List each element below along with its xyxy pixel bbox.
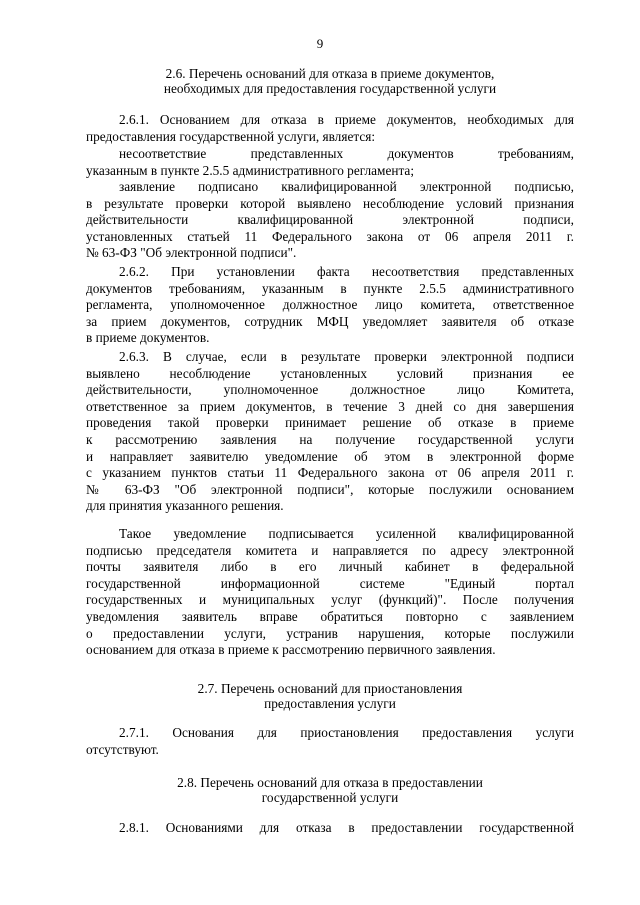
heading-line: государственной услуги	[261, 790, 399, 805]
paragraph-2-6-1	[86, 112, 574, 145]
text-line: действительности, уполномоченное должностное лицо Комитета,	[86, 382, 574, 398]
text-line: выявлено несоблюдение установленных условий признания ее	[86, 365, 574, 381]
text-line: за прием документов, сотрудник МФЦ уведомляет заявителя об отказе	[86, 313, 574, 329]
text-line: 2.6.2. При установлении факта несоответствия представленных	[119, 264, 574, 279]
text-line: предоставления государственной услуги, является:	[86, 128, 376, 144]
text-line: заявление подписано квалифицированной электронной подписью,	[119, 179, 574, 194]
text-line: 2.6.3. В случае, если в результате проверки электронной подписи	[119, 349, 574, 364]
text-line: действительности квалифицированной электронной подписи,	[86, 212, 574, 228]
heading-line: 2.6. Перечень оснований для отказа в приеме документов,	[165, 66, 495, 81]
text-line: № 63-ФЗ "Об электронной подписи", которые послужили основанием	[86, 481, 574, 497]
paragraph-2-7-1	[86, 725, 574, 758]
text-line: указанным в пункте 2.5.5 административного регламента;	[86, 162, 415, 178]
list-item-signature	[86, 179, 574, 262]
text-line: документов требованиям, указанным в пункте 2.5.5 административного	[86, 280, 574, 296]
text-line: 2.7.1. Основания для приостановления предоставления услуги	[119, 725, 574, 740]
text-line: подписью председателя комитета и направляется по адресу электронной	[86, 542, 574, 558]
text-line: о предоставлении услуги, устранив нарушения, которые послужили	[86, 625, 574, 641]
text-line: 2.8.1. Основаниями для отказа в предоставлении государственной	[119, 820, 574, 835]
text-line: установленных статьей 11 Федерального закона от 06 апреля 2011 г.	[86, 228, 574, 244]
text-line: государственных и муниципальных услуг (функций)". После получения	[86, 592, 574, 608]
text-line: № 63-ФЗ "Об электронной подписи".	[86, 245, 297, 261]
text-line: государственной информационной системе "Единый портал	[86, 575, 574, 591]
paragraph-2-6-3	[86, 349, 574, 515]
list-item-nonconformity	[86, 146, 574, 179]
text-line: Такое уведомление подписывается усиленной квалифицированной	[119, 526, 574, 541]
text-line: почты заявителя либо в его личный кабинет в федеральной	[86, 559, 574, 575]
text-line: ответственное за прием документов, в течение 3 дней со дня завершения	[86, 398, 574, 414]
heading-line: 2.7. Перечень оснований для приостановления	[197, 681, 463, 696]
text-line: и направляет заявителю уведомление об этом в электронной форме	[86, 448, 574, 464]
heading-line: 2.8. Перечень оснований для отказа в предоставлении	[177, 775, 483, 790]
text-line: к рассмотрению заявления на получение государственной услуги	[86, 431, 574, 447]
heading-line: необходимых для предоставления государственной услуги	[163, 81, 497, 96]
text-line: в приеме документов.	[86, 330, 210, 346]
heading-2-7	[86, 681, 574, 711]
text-line: проведения такой проверки принимает решение об отказе в приеме	[86, 415, 574, 431]
heading-line: предоставления услуги	[264, 696, 396, 711]
text-line: в результате проверки которой выявлено несоблюдение условий признания	[86, 195, 574, 211]
text-line: отсутствуют.	[86, 741, 159, 757]
heading-2-6	[86, 66, 574, 96]
text-line: регламента, уполномоченное должностное лицо комитета, ответственное	[86, 297, 574, 313]
text-line: 2.6.1. Основанием для отказа в приеме документов, необходимых для	[119, 112, 574, 127]
paragraph-2-6-2	[86, 264, 574, 347]
page-number: 9	[316, 36, 324, 51]
text-line: для принятия указанного решения.	[86, 498, 284, 514]
text-line: с указанием пунктов статьи 11 Федерального закона от 06 апреля 2011 г.	[86, 465, 574, 481]
text-line: уведомления заявитель вправе обратиться повторно с заявлением	[86, 608, 574, 624]
text-line: основанием для отказа в приеме к рассмотрению первичного заявления.	[86, 642, 496, 658]
heading-2-8	[86, 775, 574, 805]
text-line: несоответствие представленных документов требованиям,	[119, 146, 574, 161]
paragraph-2-8-1	[86, 820, 574, 837]
paragraph-notice	[86, 526, 574, 659]
